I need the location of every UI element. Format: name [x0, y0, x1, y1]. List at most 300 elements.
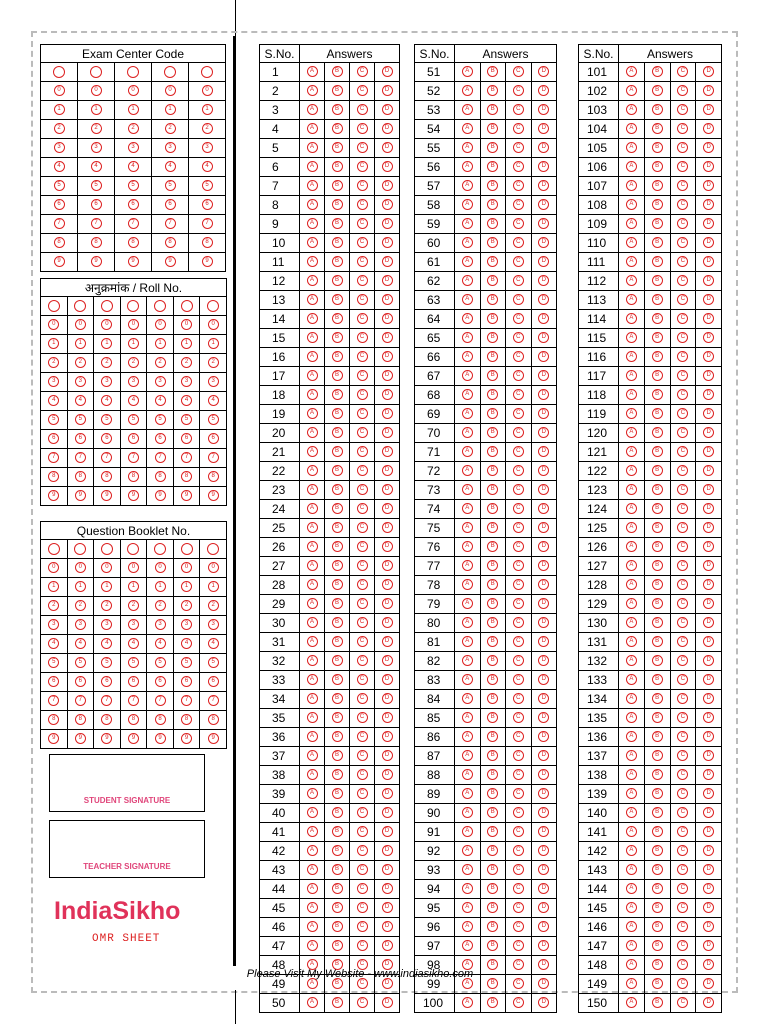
write-in-bubble[interactable] [127, 543, 139, 555]
answer-bubble[interactable]: D [382, 408, 393, 419]
digit-bubble[interactable]: 7 [208, 695, 219, 706]
answer-bubble[interactable]: C [513, 940, 524, 951]
answer-bubble[interactable]: D [382, 560, 393, 571]
digit-bubble[interactable]: 1 [128, 104, 139, 115]
answer-bubble[interactable]: B [487, 218, 498, 229]
digit-bubble[interactable]: 3 [75, 376, 86, 387]
answer-bubble[interactable]: D [703, 351, 714, 362]
answer-bubble[interactable]: B [652, 541, 663, 552]
write-in-bubble[interactable] [90, 66, 102, 78]
answer-bubble[interactable]: A [307, 883, 318, 894]
digit-bubble[interactable]: 1 [202, 104, 213, 115]
write-in-bubble[interactable] [74, 300, 86, 312]
answer-bubble[interactable]: B [652, 978, 663, 989]
answer-bubble[interactable]: C [677, 294, 688, 305]
answer-bubble[interactable]: B [332, 807, 343, 818]
answer-bubble[interactable]: B [652, 351, 663, 362]
answer-bubble[interactable]: A [462, 389, 473, 400]
write-in-bubble[interactable] [74, 543, 86, 555]
answer-bubble[interactable]: C [677, 921, 688, 932]
digit-bubble[interactable]: 7 [128, 695, 139, 706]
answer-bubble[interactable]: A [307, 104, 318, 115]
digit-bubble[interactable]: 3 [75, 619, 86, 630]
write-in-bubble[interactable] [201, 66, 213, 78]
answer-bubble[interactable]: D [703, 294, 714, 305]
answer-bubble[interactable]: A [462, 503, 473, 514]
digit-bubble[interactable]: 5 [75, 657, 86, 668]
answer-bubble[interactable]: D [538, 541, 549, 552]
answer-bubble[interactable]: B [487, 674, 498, 685]
answer-bubble[interactable]: A [307, 123, 318, 134]
answer-bubble[interactable]: B [652, 237, 663, 248]
answer-bubble[interactable]: B [332, 826, 343, 837]
answer-bubble[interactable]: C [677, 237, 688, 248]
answer-bubble[interactable]: D [538, 275, 549, 286]
digit-bubble[interactable]: 0 [75, 562, 86, 573]
answer-bubble[interactable]: B [487, 902, 498, 913]
answer-bubble[interactable]: A [307, 769, 318, 780]
answer-bubble[interactable]: A [307, 484, 318, 495]
answer-bubble[interactable]: A [626, 123, 637, 134]
answer-bubble[interactable]: C [677, 598, 688, 609]
digit-bubble[interactable]: 5 [155, 414, 166, 425]
answer-bubble[interactable]: B [487, 161, 498, 172]
answer-bubble[interactable]: B [652, 997, 663, 1008]
answer-bubble[interactable]: C [513, 199, 524, 210]
answer-bubble[interactable]: D [703, 959, 714, 970]
answer-bubble[interactable]: D [703, 332, 714, 343]
answer-bubble[interactable]: A [626, 180, 637, 191]
digit-bubble[interactable]: 1 [75, 338, 86, 349]
answer-bubble[interactable]: A [626, 161, 637, 172]
answer-bubble[interactable]: B [652, 161, 663, 172]
answer-bubble[interactable]: B [332, 655, 343, 666]
answer-bubble[interactable]: B [332, 598, 343, 609]
answer-bubble[interactable]: A [626, 104, 637, 115]
answer-bubble[interactable]: B [652, 883, 663, 894]
answer-bubble[interactable]: A [626, 769, 637, 780]
digit-bubble[interactable]: 6 [181, 676, 192, 687]
answer-bubble[interactable]: C [677, 275, 688, 286]
answer-bubble[interactable]: B [332, 123, 343, 134]
answer-bubble[interactable]: A [462, 712, 473, 723]
answer-bubble[interactable]: C [677, 180, 688, 191]
digit-bubble[interactable]: 5 [128, 414, 139, 425]
answer-bubble[interactable]: A [307, 522, 318, 533]
answer-bubble[interactable]: A [462, 902, 473, 913]
digit-bubble[interactable]: 0 [101, 319, 112, 330]
answer-bubble[interactable]: D [703, 256, 714, 267]
answer-bubble[interactable]: A [626, 522, 637, 533]
digit-bubble[interactable]: 4 [202, 161, 213, 172]
answer-bubble[interactable]: B [652, 465, 663, 476]
answer-bubble[interactable]: A [626, 541, 637, 552]
answer-bubble[interactable]: C [513, 864, 524, 875]
answer-bubble[interactable]: D [382, 199, 393, 210]
answer-bubble[interactable]: C [677, 427, 688, 438]
answer-bubble[interactable]: A [626, 750, 637, 761]
answer-bubble[interactable]: B [652, 408, 663, 419]
answer-bubble[interactable]: A [462, 617, 473, 628]
answer-bubble[interactable]: A [462, 180, 473, 191]
answer-bubble[interactable]: C [357, 484, 368, 495]
digit-bubble[interactable]: 2 [181, 357, 192, 368]
answer-bubble[interactable]: B [332, 446, 343, 457]
write-in-bubble[interactable] [101, 300, 113, 312]
answer-bubble[interactable]: D [382, 598, 393, 609]
digit-bubble[interactable]: 6 [54, 199, 65, 210]
answer-bubble[interactable]: D [538, 750, 549, 761]
answer-bubble[interactable]: D [538, 902, 549, 913]
answer-bubble[interactable]: B [487, 503, 498, 514]
answer-bubble[interactable]: C [357, 465, 368, 476]
digit-bubble[interactable]: 2 [48, 357, 59, 368]
answer-bubble[interactable]: A [626, 142, 637, 153]
digit-bubble[interactable]: 3 [128, 142, 139, 153]
answer-bubble[interactable]: C [513, 503, 524, 514]
answer-bubble[interactable]: B [332, 940, 343, 951]
answer-bubble[interactable]: A [307, 85, 318, 96]
answer-bubble[interactable]: C [677, 788, 688, 799]
answer-bubble[interactable]: C [677, 199, 688, 210]
answer-bubble[interactable]: B [652, 142, 663, 153]
answer-bubble[interactable]: C [677, 731, 688, 742]
digit-bubble[interactable]: 7 [48, 452, 59, 463]
answer-bubble[interactable]: C [677, 845, 688, 856]
answer-bubble[interactable]: B [652, 313, 663, 324]
digit-bubble[interactable]: 2 [181, 600, 192, 611]
answer-bubble[interactable]: B [332, 408, 343, 419]
answer-bubble[interactable]: D [703, 66, 714, 77]
digit-bubble[interactable]: 5 [101, 414, 112, 425]
digit-bubble[interactable]: 4 [91, 161, 102, 172]
answer-bubble[interactable]: C [513, 807, 524, 818]
answer-bubble[interactable]: A [307, 712, 318, 723]
answer-bubble[interactable]: D [703, 275, 714, 286]
answer-bubble[interactable]: A [626, 313, 637, 324]
digit-bubble[interactable]: 9 [48, 490, 59, 501]
answer-bubble[interactable]: B [332, 503, 343, 514]
answer-bubble[interactable]: C [513, 997, 524, 1008]
answer-bubble[interactable]: C [513, 123, 524, 134]
digit-bubble[interactable]: 0 [155, 319, 166, 330]
answer-bubble[interactable]: C [357, 560, 368, 571]
digit-bubble[interactable]: 1 [155, 338, 166, 349]
answer-bubble[interactable]: B [487, 978, 498, 989]
answer-bubble[interactable]: A [626, 351, 637, 362]
answer-bubble[interactable]: B [332, 85, 343, 96]
answer-bubble[interactable]: D [703, 788, 714, 799]
answer-bubble[interactable]: C [677, 503, 688, 514]
write-in-bubble[interactable] [154, 300, 166, 312]
answer-bubble[interactable]: A [307, 161, 318, 172]
answer-bubble[interactable]: D [538, 655, 549, 666]
answer-bubble[interactable]: C [513, 883, 524, 894]
answer-bubble[interactable]: B [652, 256, 663, 267]
answer-bubble[interactable]: B [332, 541, 343, 552]
answer-bubble[interactable]: A [307, 997, 318, 1008]
answer-bubble[interactable]: D [382, 161, 393, 172]
answer-bubble[interactable]: D [538, 674, 549, 685]
answer-bubble[interactable]: C [357, 85, 368, 96]
answer-bubble[interactable]: A [626, 807, 637, 818]
answer-bubble[interactable]: D [538, 389, 549, 400]
answer-bubble[interactable]: C [677, 85, 688, 96]
digit-bubble[interactable]: 2 [208, 357, 219, 368]
answer-bubble[interactable]: D [703, 712, 714, 723]
answer-bubble[interactable]: A [462, 161, 473, 172]
answer-bubble[interactable]: A [307, 180, 318, 191]
answer-bubble[interactable]: A [462, 294, 473, 305]
answer-bubble[interactable]: C [677, 313, 688, 324]
answer-bubble[interactable]: D [538, 788, 549, 799]
answer-bubble[interactable]: A [626, 959, 637, 970]
answer-bubble[interactable]: D [703, 826, 714, 837]
answer-bubble[interactable]: D [703, 883, 714, 894]
answer-bubble[interactable]: C [357, 313, 368, 324]
digit-bubble[interactable]: 8 [75, 714, 86, 725]
answer-bubble[interactable]: C [357, 674, 368, 685]
answer-bubble[interactable]: C [513, 731, 524, 742]
answer-bubble[interactable]: B [332, 218, 343, 229]
digit-bubble[interactable]: 8 [165, 237, 176, 248]
answer-bubble[interactable]: B [487, 579, 498, 590]
answer-bubble[interactable]: D [538, 256, 549, 267]
answer-bubble[interactable]: B [332, 617, 343, 628]
answer-bubble[interactable]: A [462, 693, 473, 704]
answer-bubble[interactable]: C [357, 845, 368, 856]
answer-bubble[interactable]: C [513, 484, 524, 495]
answer-bubble[interactable]: D [538, 313, 549, 324]
digit-bubble[interactable]: 1 [101, 338, 112, 349]
digit-bubble[interactable]: 3 [128, 376, 139, 387]
answer-bubble[interactable]: B [332, 161, 343, 172]
answer-bubble[interactable]: C [357, 807, 368, 818]
answer-bubble[interactable]: C [357, 826, 368, 837]
answer-bubble[interactable]: A [307, 826, 318, 837]
answer-bubble[interactable]: A [307, 332, 318, 343]
answer-bubble[interactable]: D [703, 807, 714, 818]
answer-bubble[interactable]: B [487, 826, 498, 837]
digit-bubble[interactable]: 4 [165, 161, 176, 172]
digit-bubble[interactable]: 1 [101, 581, 112, 592]
digit-bubble[interactable]: 5 [101, 657, 112, 668]
digit-bubble[interactable]: 3 [48, 376, 59, 387]
answer-bubble[interactable]: C [357, 541, 368, 552]
answer-bubble[interactable]: C [357, 693, 368, 704]
answer-bubble[interactable]: B [332, 66, 343, 77]
answer-bubble[interactable]: A [307, 275, 318, 286]
digit-bubble[interactable]: 7 [181, 695, 192, 706]
answer-bubble[interactable]: A [626, 997, 637, 1008]
answer-bubble[interactable]: B [332, 180, 343, 191]
answer-bubble[interactable]: A [626, 883, 637, 894]
answer-bubble[interactable]: B [332, 978, 343, 989]
digit-bubble[interactable]: 3 [181, 619, 192, 630]
answer-bubble[interactable]: A [462, 674, 473, 685]
answer-bubble[interactable]: C [513, 560, 524, 571]
answer-bubble[interactable]: D [382, 142, 393, 153]
answer-bubble[interactable]: A [307, 66, 318, 77]
digit-bubble[interactable]: 5 [181, 414, 192, 425]
answer-bubble[interactable]: B [487, 750, 498, 761]
answer-bubble[interactable]: C [357, 902, 368, 913]
digit-bubble[interactable]: 8 [101, 471, 112, 482]
answer-bubble[interactable]: D [382, 465, 393, 476]
answer-bubble[interactable]: A [462, 655, 473, 666]
answer-bubble[interactable]: B [487, 199, 498, 210]
answer-bubble[interactable]: C [513, 712, 524, 723]
answer-bubble[interactable]: D [382, 712, 393, 723]
answer-bubble[interactable]: C [357, 104, 368, 115]
answer-bubble[interactable]: C [357, 256, 368, 267]
answer-bubble[interactable]: B [487, 712, 498, 723]
answer-bubble[interactable]: D [538, 465, 549, 476]
answer-bubble[interactable]: C [513, 256, 524, 267]
answer-bubble[interactable]: D [382, 845, 393, 856]
answer-bubble[interactable]: A [307, 617, 318, 628]
answer-bubble[interactable]: C [677, 769, 688, 780]
digit-bubble[interactable]: 2 [165, 123, 176, 134]
answer-bubble[interactable]: B [487, 465, 498, 476]
answer-bubble[interactable]: C [513, 237, 524, 248]
answer-bubble[interactable]: B [487, 655, 498, 666]
answer-bubble[interactable]: C [357, 883, 368, 894]
digit-bubble[interactable]: 8 [208, 471, 219, 482]
answer-bubble[interactable]: C [513, 161, 524, 172]
digit-bubble[interactable]: 2 [155, 600, 166, 611]
answer-bubble[interactable]: C [357, 66, 368, 77]
answer-bubble[interactable]: D [382, 484, 393, 495]
answer-bubble[interactable]: C [677, 484, 688, 495]
answer-bubble[interactable]: D [382, 617, 393, 628]
digit-bubble[interactable]: 4 [155, 638, 166, 649]
answer-bubble[interactable]: A [462, 66, 473, 77]
answer-bubble[interactable]: D [538, 370, 549, 381]
answer-bubble[interactable]: C [513, 142, 524, 153]
answer-bubble[interactable]: B [652, 617, 663, 628]
digit-bubble[interactable]: 8 [91, 237, 102, 248]
answer-bubble[interactable]: B [652, 674, 663, 685]
answer-bubble[interactable]: C [677, 712, 688, 723]
answer-bubble[interactable]: C [357, 446, 368, 457]
answer-bubble[interactable]: A [307, 313, 318, 324]
answer-bubble[interactable]: D [538, 484, 549, 495]
answer-bubble[interactable]: D [703, 940, 714, 951]
digit-bubble[interactable]: 7 [181, 452, 192, 463]
answer-bubble[interactable]: A [307, 199, 318, 210]
answer-bubble[interactable]: A [462, 560, 473, 571]
answer-bubble[interactable]: D [382, 275, 393, 286]
answer-bubble[interactable]: C [677, 66, 688, 77]
digit-bubble[interactable]: 4 [181, 395, 192, 406]
answer-bubble[interactable]: A [626, 218, 637, 229]
digit-bubble[interactable]: 0 [48, 319, 59, 330]
digit-bubble[interactable]: 6 [155, 433, 166, 444]
answer-bubble[interactable]: D [538, 731, 549, 742]
answer-bubble[interactable]: A [626, 902, 637, 913]
answer-bubble[interactable]: A [307, 940, 318, 951]
digit-bubble[interactable]: 5 [91, 180, 102, 191]
answer-bubble[interactable]: C [677, 807, 688, 818]
digit-bubble[interactable]: 0 [128, 85, 139, 96]
answer-bubble[interactable]: C [677, 142, 688, 153]
answer-bubble[interactable]: A [626, 845, 637, 856]
answer-bubble[interactable]: A [307, 674, 318, 685]
answer-bubble[interactable]: A [307, 351, 318, 362]
digit-bubble[interactable]: 2 [48, 600, 59, 611]
digit-bubble[interactable]: 2 [101, 600, 112, 611]
answer-bubble[interactable]: D [538, 617, 549, 628]
answer-bubble[interactable]: B [332, 674, 343, 685]
answer-bubble[interactable]: B [332, 294, 343, 305]
answer-bubble[interactable]: C [357, 408, 368, 419]
answer-bubble[interactable]: C [677, 218, 688, 229]
digit-bubble[interactable]: 8 [128, 237, 139, 248]
answer-bubble[interactable]: D [382, 522, 393, 533]
answer-bubble[interactable]: B [652, 940, 663, 951]
answer-bubble[interactable]: C [357, 123, 368, 134]
answer-bubble[interactable]: C [677, 617, 688, 628]
digit-bubble[interactable]: 9 [101, 490, 112, 501]
answer-bubble[interactable]: B [487, 864, 498, 875]
answer-bubble[interactable]: C [513, 598, 524, 609]
digit-bubble[interactable]: 1 [181, 338, 192, 349]
answer-bubble[interactable]: B [487, 845, 498, 856]
answer-bubble[interactable]: D [703, 864, 714, 875]
answer-bubble[interactable]: B [652, 807, 663, 818]
digit-bubble[interactable]: 2 [54, 123, 65, 134]
answer-bubble[interactable]: B [332, 237, 343, 248]
digit-bubble[interactable]: 4 [75, 395, 86, 406]
answer-bubble[interactable]: D [703, 85, 714, 96]
answer-bubble[interactable]: A [626, 389, 637, 400]
digit-bubble[interactable]: 7 [165, 218, 176, 229]
write-in-bubble[interactable] [127, 300, 139, 312]
digit-bubble[interactable]: 6 [202, 199, 213, 210]
answer-bubble[interactable]: D [538, 560, 549, 571]
answer-bubble[interactable]: D [382, 123, 393, 134]
answer-bubble[interactable]: B [332, 712, 343, 723]
answer-bubble[interactable]: B [487, 636, 498, 647]
answer-bubble[interactable]: B [652, 332, 663, 343]
answer-bubble[interactable]: A [626, 655, 637, 666]
answer-bubble[interactable]: B [652, 788, 663, 799]
answer-bubble[interactable]: B [652, 655, 663, 666]
digit-bubble[interactable]: 9 [181, 733, 192, 744]
answer-bubble[interactable]: C [677, 522, 688, 533]
digit-bubble[interactable]: 4 [128, 161, 139, 172]
digit-bubble[interactable]: 0 [181, 319, 192, 330]
answer-bubble[interactable]: B [652, 845, 663, 856]
answer-bubble[interactable]: A [307, 598, 318, 609]
answer-bubble[interactable]: C [677, 123, 688, 134]
answer-bubble[interactable]: B [487, 484, 498, 495]
answer-bubble[interactable]: D [382, 389, 393, 400]
answer-bubble[interactable]: D [382, 256, 393, 267]
answer-bubble[interactable]: B [332, 351, 343, 362]
answer-bubble[interactable]: B [332, 522, 343, 533]
answer-bubble[interactable]: A [462, 332, 473, 343]
answer-bubble[interactable]: D [703, 921, 714, 932]
digit-bubble[interactable]: 3 [54, 142, 65, 153]
answer-bubble[interactable]: D [703, 313, 714, 324]
answer-bubble[interactable]: B [652, 484, 663, 495]
digit-bubble[interactable]: 7 [101, 695, 112, 706]
answer-bubble[interactable]: A [626, 579, 637, 590]
answer-bubble[interactable]: A [626, 636, 637, 647]
answer-bubble[interactable]: D [538, 959, 549, 970]
